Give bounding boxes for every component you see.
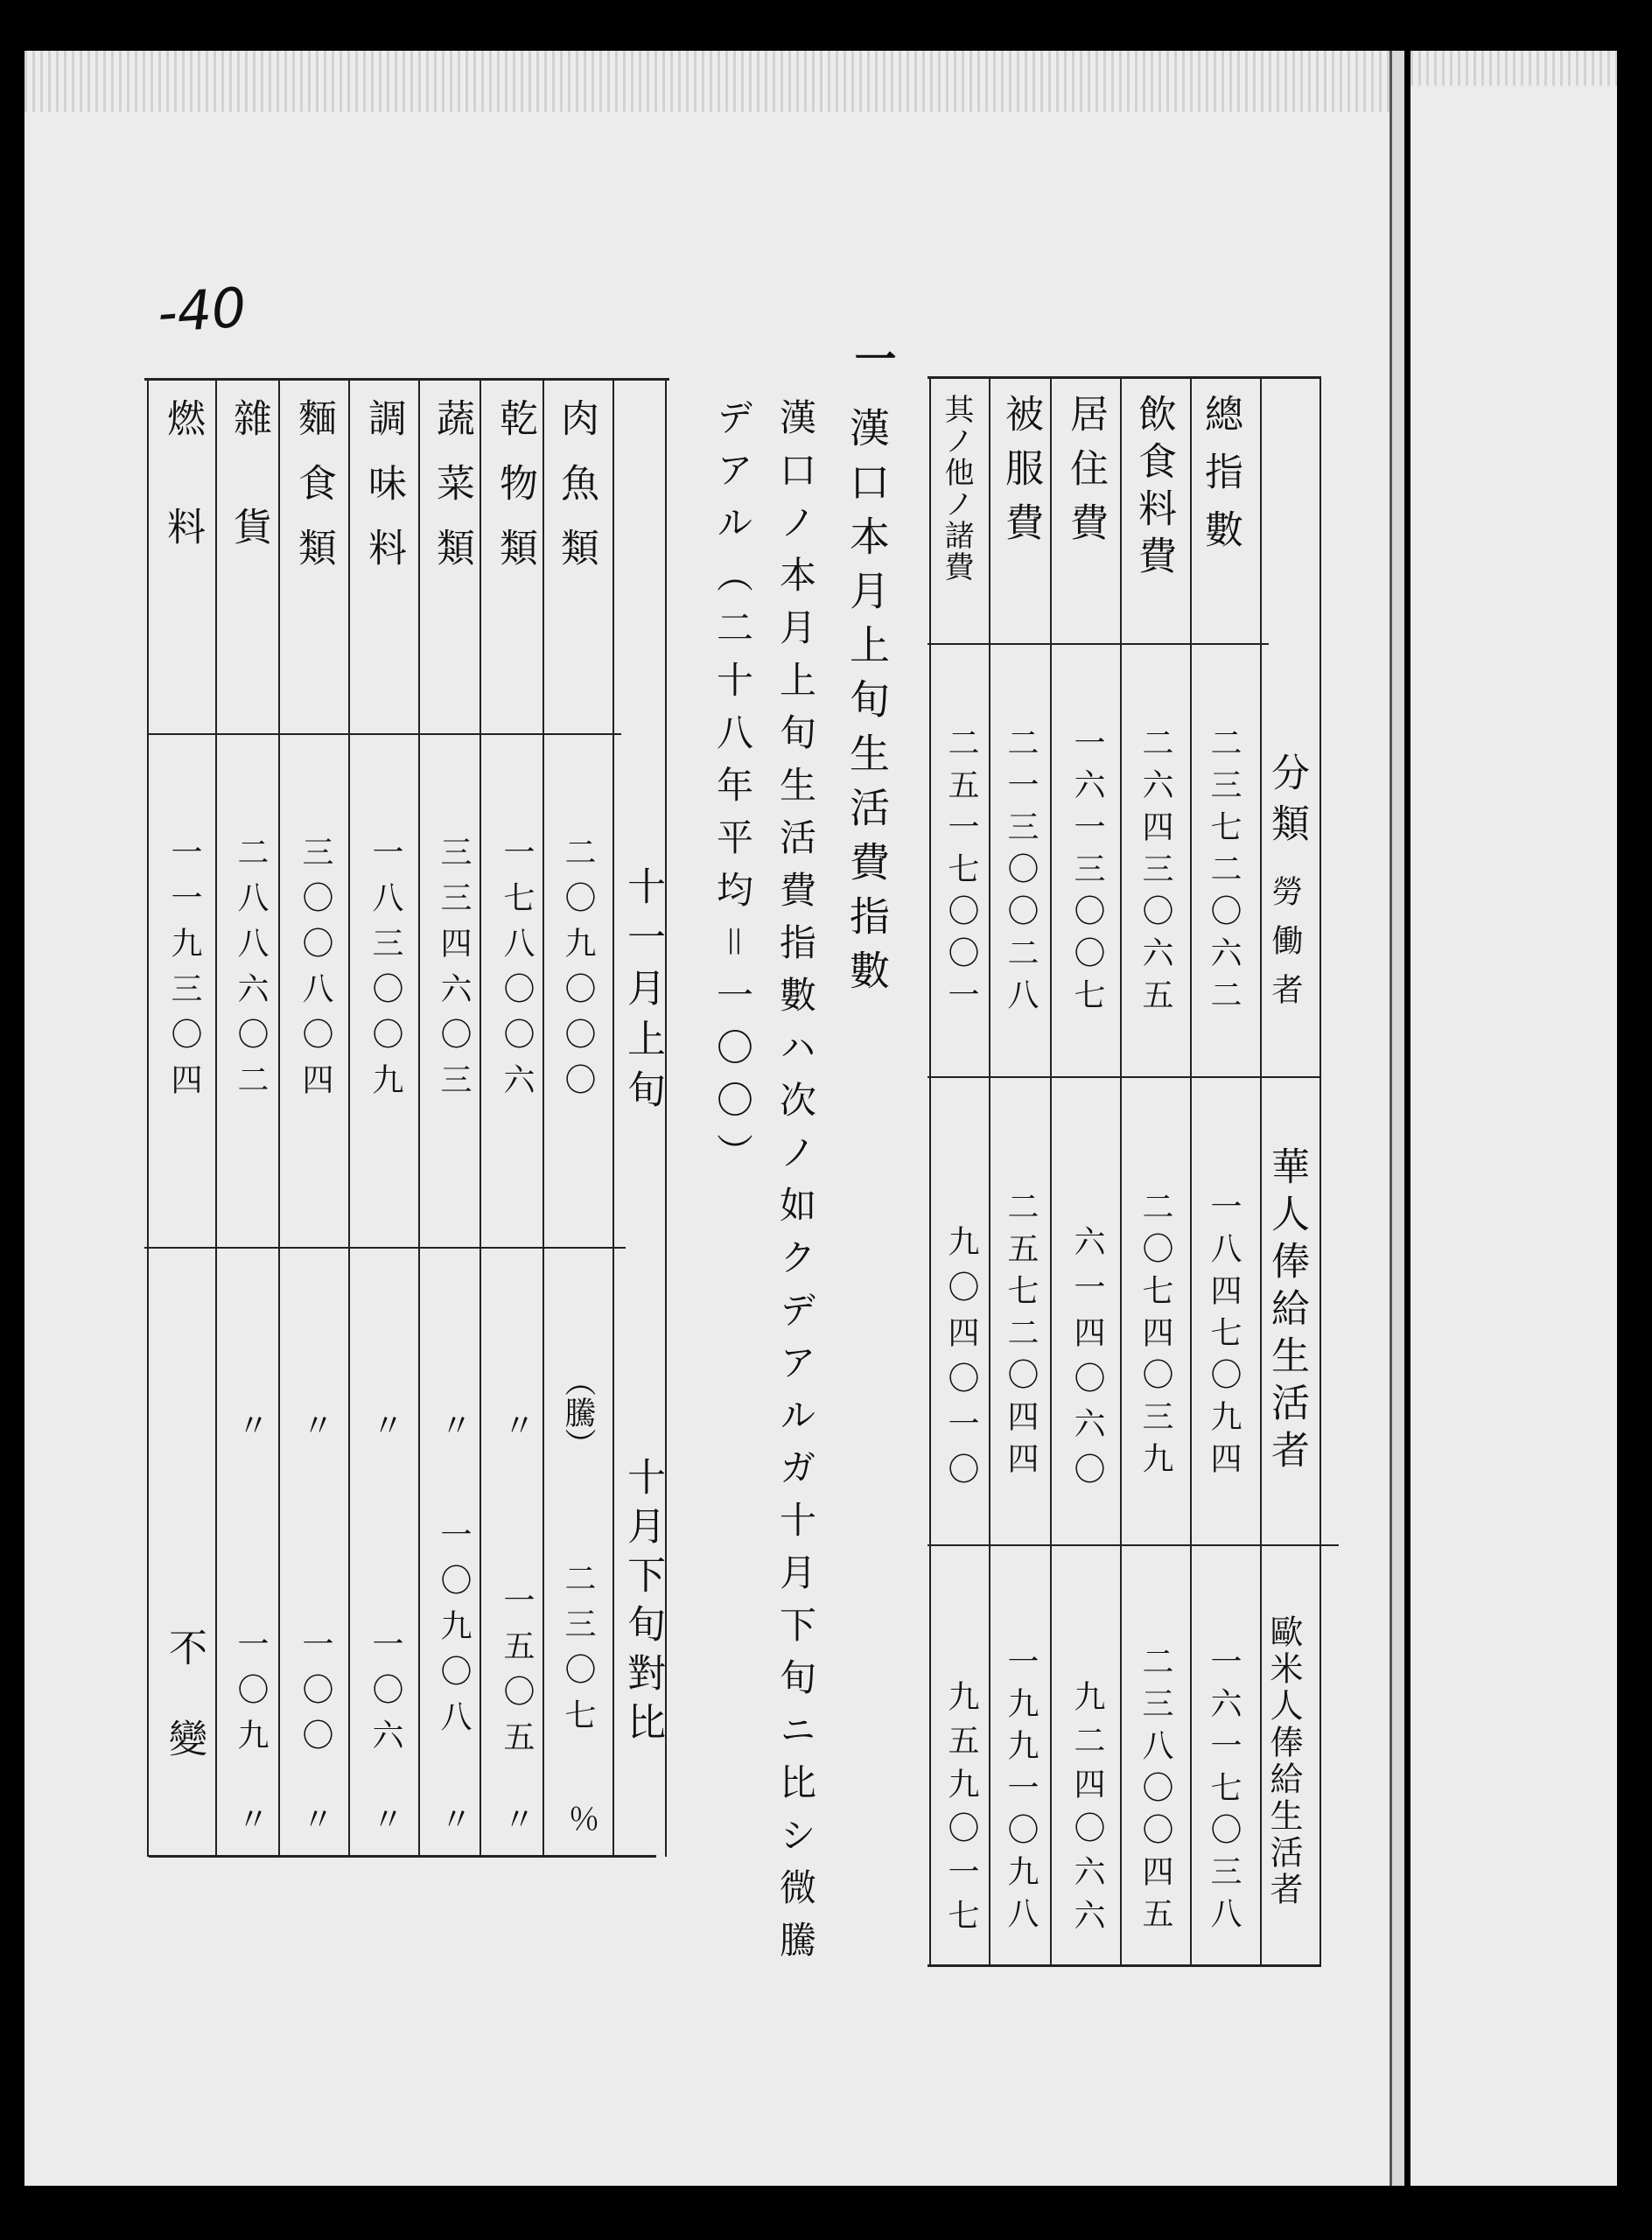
- lt-current-vegetables: 三三四六〇三: [436, 836, 472, 1109]
- paragraph-line-2: デアル（二十八年平均＝一〇〇）: [711, 398, 754, 1186]
- rt-corner-header: 分類: [1264, 752, 1309, 854]
- lt-current-dried: 一七八〇〇六: [499, 836, 535, 1109]
- lt-compare-suffix-noodles: 〃: [298, 1802, 333, 1853]
- rt-row-header-total: 總指數: [1198, 394, 1242, 567]
- page-edge: [1390, 51, 1404, 2186]
- lt-vline-6: [542, 378, 544, 1857]
- rt-vline-1: [989, 376, 990, 1964]
- rt-value-chinese-other: 九〇四〇一〇: [943, 1225, 979, 1498]
- rt-value-chinese-housing: 六一四〇六〇: [1069, 1225, 1105, 1498]
- rt-row-header-other: 其ノ他ノ諸費: [939, 394, 974, 583]
- rt-vline-2: [1050, 376, 1052, 1964]
- lt-compare-prefix-dried: 〃: [499, 1409, 535, 1460]
- lt-compare-prefix-vegetables: 〃: [436, 1409, 472, 1460]
- rt-vline-5: [1260, 376, 1262, 1964]
- rt-value-laborer-housing: 一六一三〇〇七: [1069, 726, 1105, 1020]
- lt-compare-suffix-meat-fish: ％: [564, 1802, 599, 1853]
- rt-vline-6: [1320, 376, 1321, 1964]
- lt-row-header-seasoning: 調味料: [361, 398, 406, 592]
- rt-value-chinese-food: 二〇七四〇三九: [1138, 1190, 1173, 1484]
- rt-value-laborer-total: 二三七二〇六二: [1206, 726, 1242, 1020]
- rt-col-header-western: 歐米人俸給生活者: [1264, 1614, 1303, 1908]
- rt-col-header-laborer: 勞働者: [1267, 875, 1303, 1022]
- rt-row-header-housing: 居住費: [1063, 394, 1108, 556]
- rt-value-western-food: 二三八〇〇四五: [1138, 1645, 1173, 1939]
- lt-compare-value-vegetables: 一〇九〇八: [436, 1518, 472, 1746]
- rt-value-western-total: 一六一七〇三八: [1206, 1645, 1242, 1939]
- lt-compare-suffix-seasoning: 〃: [368, 1802, 403, 1853]
- rt-border-top: [928, 376, 1321, 379]
- rt-row-header-clothing: 被服費: [998, 394, 1043, 556]
- lt-compare-value-meat-fish: 二三〇七: [560, 1562, 596, 1744]
- lt-compare-suffix-dried: 〃: [499, 1802, 535, 1853]
- lt-current-sundries: 二八八六〇二: [233, 836, 269, 1109]
- lt-vline-5: [480, 378, 481, 1857]
- lt-current-noodles: 三〇〇八〇四: [298, 836, 333, 1109]
- rt-header-rule: [928, 643, 1269, 645]
- rt-value-chinese-clothing: 二五七二〇四四: [1003, 1190, 1039, 1484]
- rt-vline-0: [929, 376, 931, 1964]
- rt-value-western-housing: 九二四〇六六: [1069, 1680, 1105, 1942]
- lt-compare-prefix-seasoning: 〃: [368, 1409, 403, 1460]
- lt-vline-4: [418, 378, 420, 1857]
- rt-col-header-chinese: 華人俸給生活者: [1264, 1146, 1309, 1477]
- lt-vline-0: [147, 378, 149, 1857]
- rt-value-laborer-food: 二六四三〇六五: [1138, 726, 1173, 1020]
- lt-border-bottom: [149, 1855, 656, 1858]
- lt-row-header-sundries: 雜貨: [227, 398, 271, 615]
- rt-value-western-clothing: 一九九一〇九八: [1003, 1645, 1039, 1939]
- rt-vline-4: [1190, 376, 1192, 1964]
- rt-value-western-other: 九五九〇一七: [943, 1680, 979, 1942]
- rt-border-bottom: [928, 1964, 1321, 1967]
- lt-row-header-dried: 乾物類: [493, 398, 537, 592]
- lt-current-meat-fish: 二〇九〇〇〇: [560, 836, 596, 1109]
- lt-compare-prefix-sundries: 〃: [233, 1409, 269, 1460]
- rt-vline-3: [1120, 376, 1122, 1964]
- lt-compare-value-seasoning: 一〇六: [368, 1628, 403, 1764]
- lt-vline-1: [215, 378, 217, 1857]
- lt-compare-suffix-sundries: 〃: [233, 1802, 269, 1853]
- lt-header-rule: [149, 733, 621, 735]
- lt-compare-value-sundries: 一〇九: [233, 1628, 269, 1764]
- lt-compare-prefix-noodles: 〃: [298, 1409, 333, 1460]
- lt-compare-value-fuel: 不變: [162, 1628, 206, 1810]
- lt-vline-3: [348, 378, 350, 1857]
- section-bullet: 一: [847, 337, 896, 389]
- lt-current-seasoning: 一八三〇〇九: [368, 836, 403, 1109]
- paragraph-line-1: 漢口ノ本月上旬生活費指數ハ次ノ如クデアルガ十月下旬ニ比シ微騰: [774, 398, 817, 1973]
- lt-vline-7: [612, 378, 614, 1857]
- lt-compare-prefix-meat-fish: （騰）: [560, 1365, 596, 1460]
- lt-compare-suffix-vegetables: 〃: [436, 1802, 472, 1853]
- lt-col-header-current: 十一月上旬: [620, 866, 665, 1120]
- adjacent-page: [1410, 51, 1617, 2186]
- lt-row-header-fuel: 燃料: [160, 398, 205, 615]
- lt-border-top: [144, 378, 669, 381]
- lt-compare-value-noodles: 一〇〇: [298, 1628, 333, 1764]
- lt-vline-8: [665, 378, 667, 1857]
- rt-value-laborer-clothing: 二一三〇〇二八: [1003, 726, 1039, 1020]
- rt-value-chinese-total: 一八四七〇九四: [1206, 1190, 1242, 1484]
- rt-rule-1: [928, 1076, 1321, 1078]
- rt-value-laborer-other: 二五一七〇〇一: [943, 726, 979, 1020]
- lt-row-header-noodles: 麵食類: [291, 398, 336, 592]
- lt-vline-2: [278, 378, 280, 1857]
- section-title: 漢口本月上旬生活費指數: [844, 407, 891, 1004]
- lt-row-header-vegetables: 蔬菜類: [430, 398, 474, 592]
- lt-current-fuel: 一一九三〇四: [166, 836, 202, 1109]
- lt-col-header-compare: 十月下旬對比: [620, 1457, 665, 1751]
- rt-row-header-food: 飲食料費: [1131, 394, 1176, 583]
- lt-compare-value-dried: 一五〇五: [499, 1584, 535, 1766]
- page-number: -40: [155, 275, 248, 346]
- lt-row-header-meat-fish: 肉魚類: [554, 398, 598, 592]
